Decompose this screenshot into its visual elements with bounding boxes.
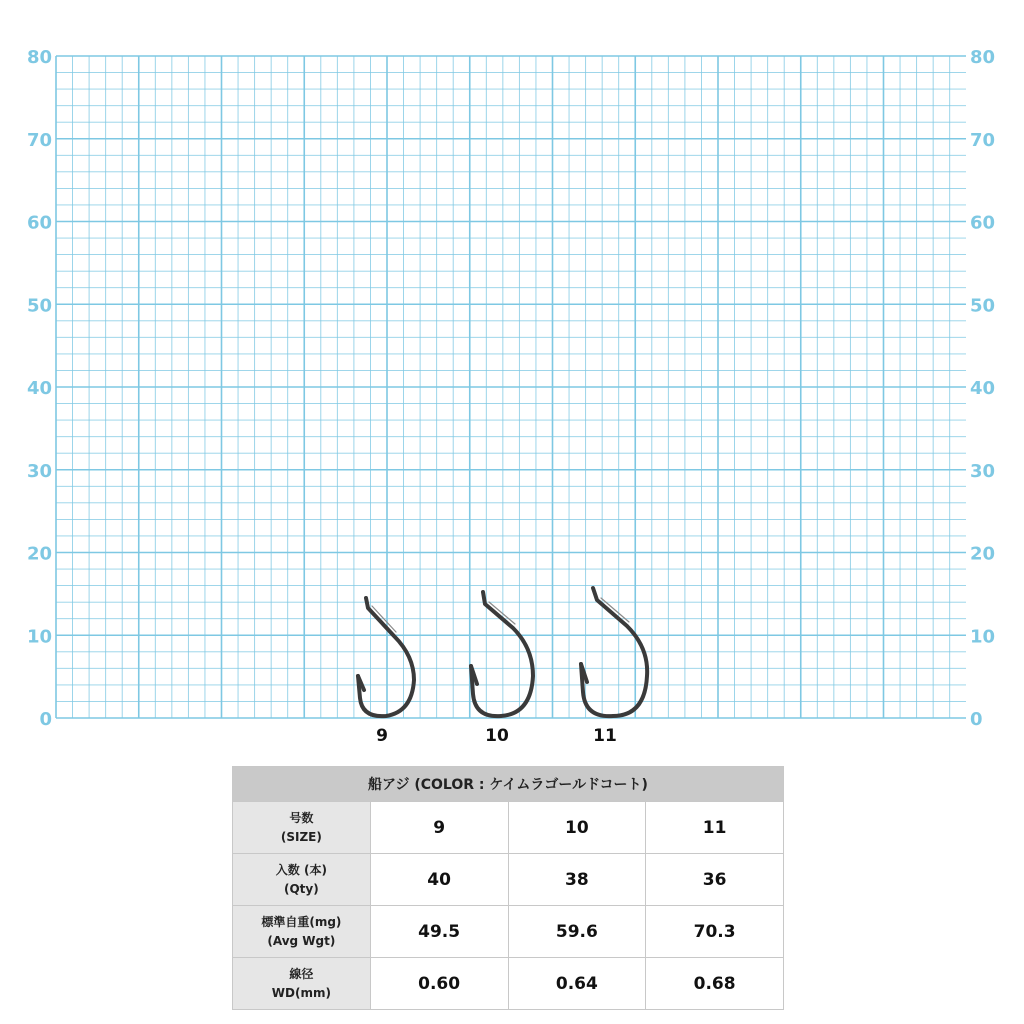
table-cell: 0.64	[508, 958, 646, 1010]
table-cell: 10	[508, 802, 646, 854]
table-row-weight	[233, 906, 784, 958]
axis-tick-label: 20	[26, 543, 52, 565]
axis-tick-label: 10	[26, 626, 52, 648]
row-header-ja: 線径	[289, 966, 314, 981]
table-cell: 40	[370, 854, 508, 906]
hook-size-9-label: 9	[376, 726, 388, 746]
axis-tick-label: 10	[970, 626, 996, 648]
table-cell: 11	[646, 802, 784, 854]
table-cell: 0.68	[646, 958, 784, 1010]
hook-size-10-label: 10	[485, 726, 509, 746]
row-header-wire-diameter	[233, 958, 371, 1010]
axis-tick-label: 60	[26, 212, 52, 234]
axis-tick-label: 20	[970, 543, 996, 565]
table-row-qty	[233, 854, 784, 906]
axis-tick-label: 40	[970, 378, 996, 399]
axis-tick-label: 30	[26, 460, 52, 482]
axis-tick-label: 80	[970, 47, 996, 68]
table-row-size	[233, 802, 784, 854]
table-cell: 9	[370, 802, 508, 854]
hook-size-11-label: 11	[593, 726, 617, 746]
row-header-ja: 標準自重(mg)	[261, 914, 342, 929]
table-cell: 49.5	[370, 906, 508, 958]
table-row-wire-diameter	[233, 958, 784, 1010]
axis-tick-label: 0	[39, 709, 52, 730]
spec-table	[232, 766, 784, 1010]
axis-tick-label: 80	[26, 47, 52, 68]
hook-size-9	[358, 598, 414, 716]
table-cell: 36	[646, 854, 784, 906]
row-header-qty	[233, 854, 371, 906]
table-cell: 38	[508, 854, 646, 906]
row-header-en: (Avg Wgt)	[267, 933, 336, 948]
table-cell: 70.3	[646, 906, 784, 958]
axis-tick-label: 30	[970, 460, 996, 482]
table-cell: 59.6	[508, 906, 646, 958]
axis-tick-label: 40	[26, 378, 52, 399]
hook-size-10	[471, 592, 533, 716]
axis-tick-label: 0	[970, 709, 983, 730]
row-header-weight	[233, 906, 371, 958]
table-title: 船アジ (COLOR : ケイムラゴールドコート)	[233, 767, 784, 802]
axis-tick-label: 70	[26, 129, 52, 151]
row-header-en: (Qty)	[284, 881, 319, 896]
axis-tick-label: 50	[26, 295, 52, 317]
table-title-row	[233, 767, 784, 802]
row-header-en: WD(mm)	[271, 985, 331, 1000]
left-axis-labels	[27, 47, 52, 730]
right-axis-labels	[970, 47, 995, 730]
axis-tick-label: 70	[970, 129, 996, 151]
axis-tick-label: 50	[970, 295, 996, 317]
row-header-en: (SIZE)	[280, 829, 322, 844]
row-header-ja: 号数	[289, 810, 314, 825]
row-header-ja: 入数 (本)	[275, 862, 327, 877]
table-cell: 0.60	[370, 958, 508, 1010]
row-header-size	[233, 802, 371, 854]
axis-tick-label: 60	[970, 212, 996, 234]
